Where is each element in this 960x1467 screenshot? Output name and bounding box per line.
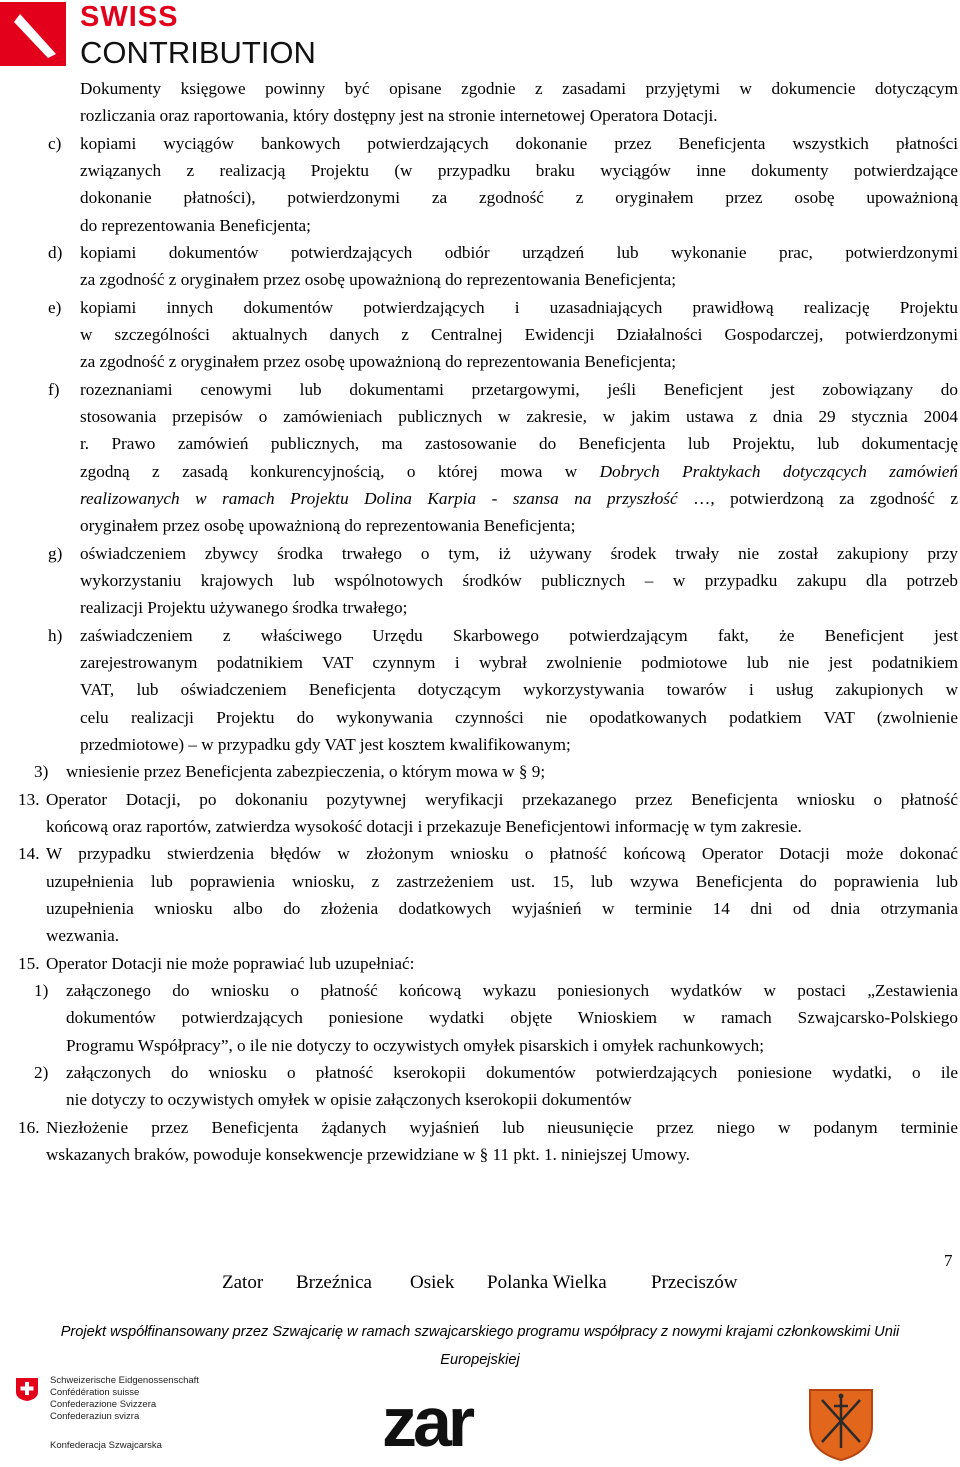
list-label: 3) xyxy=(34,762,49,781)
body-line: kopiami innych dokumentów potwierdzających i uzasadniających prawidłową realizację Projektu xyxy=(80,298,958,317)
list-label: 14. xyxy=(18,844,40,863)
footer-line: Europejskiej xyxy=(440,1352,520,1368)
body-line: W przypadku stwierdzenia błędów w złożonym wniosku o płatność końcową Operator Dotacji może dokonać xyxy=(46,844,958,863)
body-line: uzupełnienia lub poprawienia wniosku, z zastrzeżeniem ust. 15, lub wzywa Beneficjenta do poprawienia lub xyxy=(46,872,958,891)
confederation-name: Schweizerische Eidgenossenschaft xyxy=(50,1375,199,1386)
body-line: rozeznaniami cenowymi lub dokumentami przetargowymi, jeśli Beneficjent jest zobowiązany do xyxy=(80,380,958,399)
body-line: końcową oraz raportów, zatwierdza wysokość dotacji i przekazuje Beneficjentowi informację w tym zakresie. xyxy=(46,817,802,836)
body-line-italic: Dobrych Praktykach dotyczących zamówień xyxy=(599,462,959,481)
body-line: stosowania przepisów o zamówieniach publicznych w zakresie, w jakim ustawa z dnia 29 stycznia 2004 xyxy=(80,407,958,426)
confederation-names xyxy=(50,1375,199,1423)
swiss-contribution-flag-icon xyxy=(0,2,66,66)
confederation-name: Confederaziun svizra xyxy=(50,1411,140,1422)
body-line: dokumentów potwierdzających poniesione wydatki objęte Wnioskiem w ramach Szwajcarsko-Polskiego xyxy=(66,1008,958,1027)
confederation-name: Confédération suisse xyxy=(50,1387,140,1398)
body-line-italic: realizowanych w ramach Projektu Dolina Karpia - szansa na przyszłość xyxy=(80,489,678,508)
body-line-text: zgodną z zasadą konkurencyjnością, o której mowa w xyxy=(80,462,578,481)
body-line: wykorzystaniu krajowych lub wspólnotowych środków publicznych – w przypadku zakupu dla potrzeb xyxy=(80,571,958,590)
list-label: c) xyxy=(48,134,62,153)
body-line: zarejestrowanym podatnikiem VAT czynnym i wybrał zwolnienie podmiotowe lub nie jest podatnikiem xyxy=(80,653,958,672)
list-label: 15. xyxy=(18,954,40,973)
body-line: dokonanie płatności), potwierdzonymi za zgodność z oryginałem przez osobę upoważnioną xyxy=(80,188,958,207)
body-line: wniesienie przez Beneficjenta zabezpieczenia, o którym mowa w § 9; xyxy=(66,762,546,781)
page-number: 7 xyxy=(944,1251,953,1270)
list-label: 2) xyxy=(34,1063,49,1082)
body-line: przedmiotowe) – w przypadku gdy VAT jest kosztem kwalifikowanym; xyxy=(80,735,571,754)
body-line xyxy=(80,461,958,483)
swiss-contribution-logo xyxy=(0,0,330,70)
body-line: uzupełnienia wniosku albo do złożenia dodatkowych wyjaśnień w terminie 14 dni od dnia otrzymania xyxy=(46,899,958,918)
body-line xyxy=(80,488,958,510)
list-label: f) xyxy=(48,380,60,399)
body-line: wskazanych braków, powoduje konsekwencje przewidziane w § 11 pkt. 1. niniejszej Umowy. xyxy=(46,1145,690,1164)
list-label: g) xyxy=(48,544,63,563)
body-line: załączonych do wniosku o płatność kserokopii dokumentów potwierdzających poniesione wydatki, o ile xyxy=(66,1063,958,1082)
body-line: związanych z realizacją Projektu (w przypadku braku wyciągów inne dokumenty potwierdzające xyxy=(80,161,958,180)
body-line: w szczególności aktualnych danych z Centralnej Ewidencji Działalności Gospodarczej, potwierdzonymi xyxy=(80,325,958,344)
body-line: nie dotyczy to oczywistych omyłek w opisie załączonych kserokopii dokumentów xyxy=(66,1090,632,1109)
confederation-polish-name: Konfederacja Szwajcarska xyxy=(50,1440,162,1451)
body-line: Dokumenty księgowe powinny być opisane zgodnie z zasadami przyjętymi w dokumencie dotyczącym xyxy=(80,79,958,98)
swiss-confederation-logo xyxy=(14,1376,214,1456)
body-line: celu realizacji Projektu do wykonywania czynności nie opodatkowanych podatkiem VAT (zwolnienie xyxy=(80,708,958,727)
body-line: Niezłożenie przez Beneficjenta żądanych wyjaśnień lub nieusunięcie przez niego w podanym terminie xyxy=(46,1118,958,1137)
town-name: Przeciszów xyxy=(651,1272,738,1293)
logo-contribution-text: CONTRIBUTION xyxy=(80,35,316,70)
body-line: VAT, lub oświadczeniem Beneficjenta dotyczącym wykorzystywania towarów i usług zakupionych w xyxy=(80,680,958,699)
coat-of-arms-icon xyxy=(808,1388,874,1462)
body-line: wezwania. xyxy=(46,926,120,945)
list-label: 1) xyxy=(34,981,49,1000)
footer-line: Projekt współfinansowany przez Szwajcarię w ramach szwajcarskiego programu współpracy z nowymi krajami członkowskimi Unii xyxy=(60,1324,900,1340)
list-label: d) xyxy=(48,243,63,262)
zar-logo xyxy=(380,1388,550,1452)
town-name: Brzeźnica xyxy=(296,1272,372,1293)
body-line: Operator Dotacji, po dokonaniu pozytywnej weryfikacji przekazanego przez Beneficjenta wniosku o płatność xyxy=(46,790,958,809)
list-label: 16. xyxy=(18,1118,40,1137)
body-line: oryginałem przez osobę upoważnioną do reprezentowania Beneficjenta; xyxy=(80,516,576,535)
body-line: r. Prawo zamówień publicznych, ma zastosowanie do Beneficjenta lub Projektu, lub dokumentację xyxy=(80,434,958,453)
body-line: realizacji Projektu używanego środka trwałego; xyxy=(80,598,408,617)
body-line: kopiami wyciągów bankowych potwierdzających dokonanie przez Beneficjenta wszystkich płatności xyxy=(80,134,958,153)
town-name: Zator xyxy=(222,1272,264,1293)
body-line-text: …, potwierdzoną za zgodność z xyxy=(693,489,958,508)
list-label: e) xyxy=(48,298,62,317)
list-label: 13. xyxy=(18,790,40,809)
body-line: Operator Dotacji nie może poprawiać lub uzupełniać: xyxy=(46,954,415,973)
confederation-name: Confederazione Svizzera xyxy=(50,1399,157,1410)
town-name: Polanka Wielka xyxy=(487,1272,607,1293)
town-name: Osiek xyxy=(410,1272,455,1293)
list-label: h) xyxy=(48,626,63,645)
body-line: za zgodność z oryginałem przez osobę upoważnioną do reprezentowania Beneficjenta; xyxy=(80,270,677,289)
body-line: oświadczeniem zbywcy środka trwałego o tym, iż używany środek trwały nie został zakupiony przy xyxy=(80,544,958,563)
body-line: do reprezentowania Beneficjenta; xyxy=(80,216,311,235)
body-line: kopiami dokumentów potwierdzających odbiór urządzeń lub wykonanie prac, potwierdzonymi xyxy=(80,243,958,262)
swiss-cross-icon xyxy=(14,1376,40,1402)
body-line: załączonego do wniosku o płatność końcową wykazu poniesionych wydatków w postaci „Zestawienia xyxy=(66,981,958,1000)
zar-logo-text: zar xyxy=(382,1388,472,1452)
logo-swiss-text: SWISS xyxy=(80,1,179,33)
body-line: zaświadczeniem z właściwego Urzędu Skarbowego potwierdzającym fakt, że Beneficjent jest xyxy=(80,626,958,645)
body-line: za zgodność z oryginałem przez osobę upoważnioną do reprezentowania Beneficjenta; xyxy=(80,352,677,371)
body-line: Programu Współpracy”, o ile nie dotyczy to oczywistych omyłek pisarskich i omyłek rachunkowych; xyxy=(66,1036,764,1055)
body-line: rozliczania oraz raportowania, który dostępny jest na stronie internetowej Operatora Dotacji. xyxy=(80,106,718,125)
